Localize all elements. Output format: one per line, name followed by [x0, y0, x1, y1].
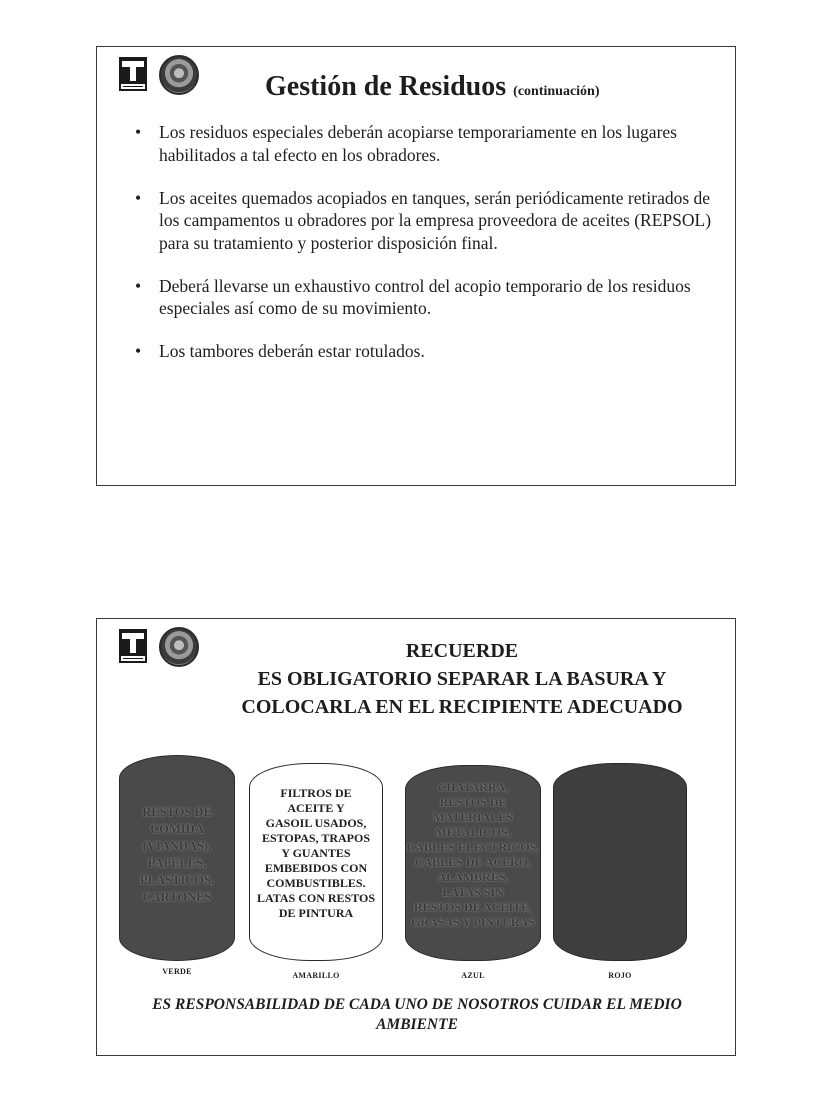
bin-text: FILTROS DE ACEITE Y GASOIL USADOS, ESTOPAS, TRAPOS Y GUANTES EMBEBIDOS CON COMBUSTIBLES. LATAS CON RESTOS DE PINTURA [256, 786, 376, 920]
bin-verde [119, 755, 235, 961]
bin-text: RESTOS DE COMIDA (VIANDAS), PAPELES, PLASTICOS, CARTONES [140, 805, 214, 904]
slide-gestion-residuos [96, 46, 736, 486]
reminder-heading [197, 637, 727, 721]
slide-recuerde [96, 618, 736, 1056]
techint-logo-icon [119, 629, 147, 663]
bullet-item: • Deberá llevarse un exhaustivo control del acopio temporario de los residuos especiales así como de su movimiento. [135, 275, 715, 320]
seal-logo-icon [159, 627, 199, 667]
bin-azul [405, 765, 541, 961]
seal-logo-icon [159, 55, 199, 95]
techint-logo-icon [119, 57, 147, 91]
bin-text: CHATARRA, RESTOS DE MATERIALES METALICOS, CABLES ELECTRICOS, CABLES DE ACERO, ALAMBRES, LATAS SIN RESTOS DE ACEITE, GRASAS Y PINTURAS [406, 780, 540, 929]
bin-rojo [553, 763, 687, 961]
bullet-list [135, 121, 715, 383]
title-main: Gestión de Residuos [265, 71, 507, 102]
bullet-item: • Los residuos especiales deberán acopiarse temporariamente en los lugares habilitados a tal efecto en los obradores. [135, 121, 715, 166]
slide-title [265, 71, 600, 103]
bin-label-azul: AZUL [461, 971, 485, 980]
title-suffix: (continuación) [513, 84, 600, 99]
responsibility-footer: ES RESPONSABILIDAD DE CADA UNO DE NOSOTROS CUIDAR EL MEDIO AMBIENTE [152, 996, 682, 1033]
bullet-item: • Los tambores deberán estar rotulados. [135, 340, 715, 363]
heading-line: ES OBLIGATORIO SEPARAR LA BASURA Y [257, 668, 667, 690]
bin-label-rojo: ROJO [608, 971, 632, 980]
bullet-item: • Los aceites quemados acopiados en tanques, serán periódicamente retirados de los campamentos u obradores por la empresa proveedora de aceites (REPSOL) para su tratamiento y posterior disposición final. [135, 187, 715, 255]
bin-label-amarillo: AMARILLO [292, 971, 340, 980]
heading-line: COLOCARLA EN EL RECIPIENTE ADECUADO [241, 696, 683, 718]
bin-amarillo [249, 763, 383, 961]
bin-label-verde: VERDE [162, 967, 192, 976]
heading-line: RECUERDE [405, 640, 519, 662]
